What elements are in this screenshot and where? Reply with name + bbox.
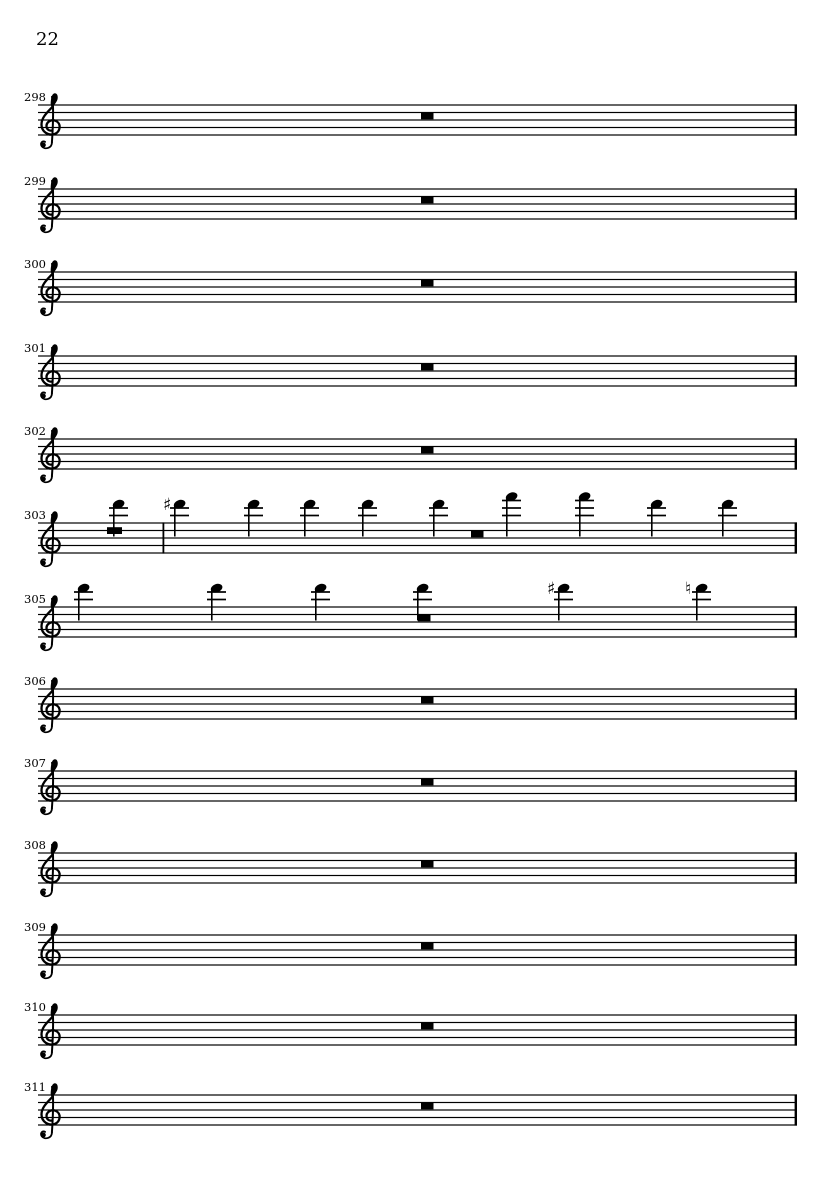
note-stem [113, 504, 115, 536]
measure-number: 307 [24, 756, 46, 770]
staff-line [38, 1037, 797, 1038]
staff-line [38, 778, 797, 779]
staff-line [38, 363, 797, 364]
staff-line [38, 636, 797, 637]
ledger-line [575, 507, 594, 509]
clef-loop [42, 773, 60, 801]
ledger-line [502, 507, 521, 509]
clef-loop [42, 609, 60, 637]
note-stem [211, 588, 213, 620]
staff-line [38, 1029, 797, 1030]
clef-loop [42, 107, 60, 135]
clef-loop [42, 191, 60, 219]
staff-line [38, 119, 797, 120]
whole-rest [421, 197, 434, 204]
staff-system-310 [24, 1000, 797, 1058]
staff-line [38, 875, 797, 876]
staff-system-302 [24, 424, 797, 482]
ledger-line [429, 515, 448, 517]
staff-line [38, 203, 797, 204]
staff-line [38, 370, 797, 371]
clef-dot [41, 143, 46, 148]
clef-loop [42, 358, 60, 386]
sharp-accidental-icon: ♯ [547, 579, 556, 600]
sharp-accidental-icon: ♯ [163, 495, 172, 516]
staff-line [38, 1109, 797, 1110]
measure-number: 302 [24, 424, 46, 438]
clef-dot [41, 310, 46, 315]
staff-line [38, 860, 797, 861]
note-stem [174, 504, 176, 536]
clef-dot [41, 227, 46, 232]
staff-line [38, 1117, 797, 1118]
measure-number: 310 [24, 1000, 46, 1014]
clef-loop [42, 1017, 60, 1045]
barline-right [795, 438, 797, 469]
staff-line [38, 964, 797, 965]
staff-system-303 [24, 491, 797, 567]
staff-system-301 [24, 341, 797, 399]
staff-line [38, 537, 797, 538]
staff-system-311 [24, 1080, 797, 1138]
staff-system-307 [24, 756, 797, 814]
staff-line [38, 882, 797, 883]
note-stem [78, 588, 80, 620]
note-stem [315, 588, 317, 620]
note-stem [558, 588, 560, 620]
measure-number: 298 [24, 90, 46, 104]
staff-line [38, 949, 797, 950]
whole-rest [421, 1023, 434, 1030]
staff-line [38, 211, 797, 212]
staff-system-298 [24, 90, 797, 148]
staff-line [38, 104, 797, 105]
clef-dot [41, 394, 46, 399]
staff-line [38, 453, 797, 454]
ledger-line [413, 599, 432, 601]
clef-dot [41, 1053, 46, 1058]
staff-line [38, 711, 797, 712]
staff-line [38, 355, 797, 356]
staff-line [38, 1124, 797, 1125]
staff-system-305 [24, 579, 797, 650]
whole-rest [421, 113, 434, 120]
staff-line [38, 218, 797, 219]
ledger-line [692, 599, 711, 601]
ledger-line [244, 515, 263, 517]
note-stem [248, 504, 250, 536]
clef-dot [41, 645, 46, 650]
barline-right [795, 934, 797, 965]
staff-line [38, 629, 797, 630]
ledger-line [207, 599, 226, 601]
staff-line [38, 468, 797, 469]
whole-rest [471, 531, 484, 538]
whole-rest [421, 280, 434, 287]
barline-right [795, 522, 797, 553]
measure-number: 303 [24, 508, 46, 522]
note-stem [722, 504, 724, 536]
note-stem [696, 588, 698, 620]
measure-number: 305 [24, 592, 46, 606]
staff-line [38, 942, 797, 943]
ledger-line [74, 599, 93, 601]
barline-right [795, 1094, 797, 1125]
staff-line [38, 385, 797, 386]
note-stem [362, 504, 364, 536]
staff-line [38, 867, 797, 868]
whole-rest [421, 1103, 434, 1110]
barline-right [795, 188, 797, 219]
staff-line [38, 545, 797, 546]
ledger-line [311, 599, 330, 601]
staff-line [38, 703, 797, 704]
ledger-line [575, 515, 594, 517]
barline-right [795, 852, 797, 883]
staff-system-299 [24, 174, 797, 232]
clef-loop [42, 1097, 60, 1125]
clef-loop [42, 441, 60, 469]
staff-line [38, 793, 797, 794]
barline-right [795, 355, 797, 386]
staff-line [38, 800, 797, 801]
whole-rest [421, 364, 434, 371]
clef-loop [42, 525, 60, 553]
staff-line [38, 301, 797, 302]
note-stem [304, 504, 306, 536]
whole-rest [421, 697, 434, 704]
measure-number: 299 [24, 174, 46, 188]
whole-rest [421, 779, 434, 786]
staff-system-308 [24, 838, 797, 896]
ledger-line [300, 515, 319, 517]
staff-line [38, 934, 797, 935]
clef-dot [41, 891, 46, 896]
measure-number: 311 [24, 1080, 46, 1094]
clef-loop [42, 274, 60, 302]
measure-number: 300 [24, 257, 46, 271]
ledger-line [718, 515, 737, 517]
staff-line [38, 271, 797, 272]
barline-right [795, 606, 797, 637]
whole-rest [421, 943, 434, 950]
staff-line [38, 112, 797, 113]
barline-right [795, 688, 797, 719]
natural-accidental-icon: ♮ [685, 579, 692, 600]
staff-line [38, 294, 797, 295]
staff-line [38, 134, 797, 135]
staff-system-300 [24, 257, 797, 315]
whole-rest [418, 615, 431, 622]
measure-number: 308 [24, 838, 46, 852]
clef-loop [42, 691, 60, 719]
quarter-note [575, 491, 594, 537]
page-number: 22 [36, 29, 59, 50]
note-stem [433, 504, 435, 536]
staff-line [38, 378, 797, 379]
note-stem [651, 504, 653, 536]
whole-rest [421, 447, 434, 454]
staff-line [38, 718, 797, 719]
staff-line [38, 696, 797, 697]
staff-line [38, 552, 797, 553]
staff-line [38, 957, 797, 958]
clef-dot [41, 1133, 46, 1138]
staff-line [38, 279, 797, 280]
staff-line [38, 852, 797, 853]
staff-line [38, 1102, 797, 1103]
whole-rest [421, 861, 434, 868]
staff-system-306 [24, 674, 797, 732]
staff-line [38, 522, 797, 523]
staff-line [38, 770, 797, 771]
staff-line [38, 1094, 797, 1095]
barline [163, 522, 165, 553]
barline-right [795, 104, 797, 135]
clef-dot [41, 477, 46, 482]
measure-number: 306 [24, 674, 46, 688]
staff-line [38, 621, 797, 622]
clef-dot [41, 727, 46, 732]
clef-dot [41, 973, 46, 978]
ledger-line [170, 515, 189, 517]
note-stem [579, 497, 581, 537]
ledger-line [109, 515, 128, 517]
clef-loop [42, 937, 60, 965]
staff-line [38, 688, 797, 689]
ledger-line [358, 515, 377, 517]
measure-number: 301 [24, 341, 46, 355]
staff-line [38, 461, 797, 462]
staff-line [38, 1044, 797, 1045]
ledger-line [554, 599, 573, 601]
clef-loop [42, 855, 60, 883]
staff-line [38, 286, 797, 287]
staff-line [38, 785, 797, 786]
staff-line [38, 127, 797, 128]
staff-line [38, 1014, 797, 1015]
staff-line [38, 530, 797, 531]
measure-number: 309 [24, 920, 46, 934]
staff-line [38, 1022, 797, 1023]
staff-system-309 [24, 920, 797, 978]
staff-line [38, 188, 797, 189]
staff-line [38, 196, 797, 197]
staff-line [38, 446, 797, 447]
ledger-line [502, 515, 521, 517]
clef-dot [41, 561, 46, 566]
barline-right [795, 271, 797, 302]
ledger-line [647, 515, 666, 517]
barline-right [795, 1014, 797, 1045]
staff-line [38, 438, 797, 439]
quarter-note [502, 491, 521, 537]
note-stem [506, 497, 508, 537]
barline-right [795, 770, 797, 801]
clef-dot [41, 809, 46, 814]
